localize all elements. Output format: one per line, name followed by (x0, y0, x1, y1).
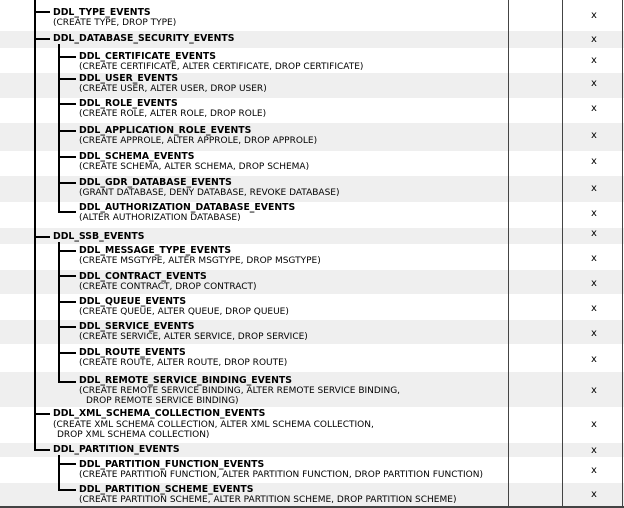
event-name: DDL_XML_SCHEMA_COLLECTION_EVENTS (53, 408, 266, 419)
tree-branch-line (58, 130, 76, 132)
tree-trunk-line (34, 0, 36, 451)
support-mark: x (591, 183, 597, 194)
support-mark: x (591, 328, 597, 339)
tree-branch-line (58, 381, 76, 383)
event-description: (CREATE MSGTYPE, ALTER MSGTYPE, DROP MSGTYPE) (79, 256, 321, 266)
event-description: DROP REMOTE SERVICE BINDING) (86, 396, 239, 406)
event-name: DDL_AUTHORIZATION_DATABASE_EVENTS (79, 202, 296, 213)
event-name: DDL_PARTITION_EVENTS (53, 444, 180, 455)
event-description: (CREATE TYPE, DROP TYPE) (53, 18, 177, 28)
tree-subtrunk-line (58, 44, 60, 213)
event-description: (CREATE SCHEMA, ALTER SCHEMA, DROP SCHEMA) (79, 162, 310, 172)
event-description: (CREATE SERVICE, ALTER SERVICE, DROP SERVICE) (79, 332, 308, 342)
tree-branch-line (34, 449, 50, 451)
column-divider (508, 0, 509, 508)
event-name: DDL_SERVICE_EVENTS (79, 321, 195, 332)
tree-branch-line (58, 103, 76, 105)
event-name: DDL_ROUTE_EVENTS (79, 347, 186, 358)
event-description: (CREATE XML SCHEMA COLLECTION, ALTER XML SCHEMA COLLECTION, (53, 420, 374, 430)
tree-branch-line (58, 211, 76, 213)
support-mark: x (591, 489, 597, 500)
tree-branch-line (58, 301, 76, 303)
event-name: DDL_MESSAGE_TYPE_EVENTS (79, 245, 232, 256)
column-divider (562, 0, 563, 508)
column-divider (622, 0, 623, 508)
tree-branch-line (58, 489, 76, 491)
event-description: (CREATE APPROLE, ALTER APPROLE, DROP APPROLE) (79, 136, 318, 146)
event-description: (CREATE CONTRACT, DROP CONTRACT) (79, 282, 257, 292)
support-mark: x (591, 419, 597, 430)
support-mark: x (591, 445, 597, 456)
tree-branch-line (58, 156, 76, 158)
event-description: DROP XML SCHEMA COLLECTION) (57, 430, 210, 440)
event-description: (CREATE USER, ALTER USER, DROP USER) (79, 84, 267, 94)
tree-branch-line (34, 38, 50, 40)
event-name: DDL_CERTIFICATE_EVENTS (79, 51, 216, 62)
event-name: DDL_PARTITION_FUNCTION_EVENTS (79, 459, 265, 470)
tree-branch-line (58, 182, 76, 184)
support-mark: x (591, 130, 597, 141)
support-mark: x (591, 354, 597, 365)
tree-branch-line (34, 11, 50, 13)
tree-branch-line (58, 463, 76, 465)
event-name: DDL_QUEUE_EVENTS (79, 296, 187, 307)
support-mark: x (591, 103, 597, 114)
support-mark: x (591, 208, 597, 219)
support-mark: x (591, 228, 597, 239)
tree-branch-line (58, 250, 76, 252)
event-description: (CREATE PARTITION FUNCTION, ALTER PARTITION FUNCTION, DROP PARTITION FUNCTION) (79, 470, 483, 480)
tree-subtrunk-line (58, 455, 60, 491)
event-description: (CREATE ROLE, ALTER ROLE, DROP ROLE) (79, 109, 267, 119)
event-name: DDL_GDR_DATABASE_EVENTS (79, 177, 232, 188)
support-mark: x (591, 78, 597, 89)
support-mark: x (591, 278, 597, 289)
tree-branch-line (58, 56, 76, 58)
event-name: DDL_SCHEMA_EVENTS (79, 151, 195, 162)
tree-subtrunk-line (58, 242, 60, 383)
event-description: (CREATE PARTITION SCHEME, ALTER PARTITION SCHEME, DROP PARTITION SCHEME) (79, 495, 457, 505)
event-description: (ALTER AUTHORIZATION DATABASE) (79, 213, 241, 223)
event-name: DDL_REMOTE_SERVICE_BINDING_EVENTS (79, 375, 292, 386)
event-name: DDL_APPLICATION_ROLE_EVENTS (79, 125, 252, 136)
tree-branch-line (34, 413, 50, 415)
tree-branch-line (58, 78, 76, 80)
event-name: DDL_TYPE_EVENTS (53, 7, 151, 18)
event-name: DDL_CONTRACT_EVENTS (79, 271, 207, 282)
support-mark: x (591, 465, 597, 476)
event-name: DDL_SSB_EVENTS (53, 231, 145, 242)
tree-branch-line (58, 352, 76, 354)
event-description: (CREATE REMOTE SERVICE BINDING, ALTER REMOTE SERVICE BINDING, (79, 386, 401, 396)
support-mark: x (591, 34, 597, 45)
support-mark: x (591, 303, 597, 314)
event-name: DDL_DATABASE_SECURITY_EVENTS (53, 33, 235, 44)
tree-branch-line (58, 326, 76, 328)
tree-branch-line (34, 236, 50, 238)
event-name: DDL_PARTITION_SCHEME_EVENTS (79, 484, 254, 495)
support-mark: x (591, 385, 597, 396)
event-name: DDL_USER_EVENTS (79, 73, 179, 84)
support-mark: x (591, 253, 597, 264)
support-mark: x (591, 10, 597, 21)
support-mark: x (591, 156, 597, 167)
event-description: (CREATE ROUTE, ALTER ROUTE, DROP ROUTE) (79, 358, 288, 368)
event-name: DDL_ROLE_EVENTS (79, 98, 178, 109)
event-description: (CREATE QUEUE, ALTER QUEUE, DROP QUEUE) (79, 307, 289, 317)
tree-branch-line (58, 275, 76, 277)
event-description: (GRANT DATABASE, DENY DATABASE, REVOKE DATABASE) (79, 188, 340, 198)
event-description: (CREATE CERTIFICATE, ALTER CERTIFICATE, DROP CERTIFICATE) (79, 62, 364, 72)
support-mark: x (591, 55, 597, 66)
